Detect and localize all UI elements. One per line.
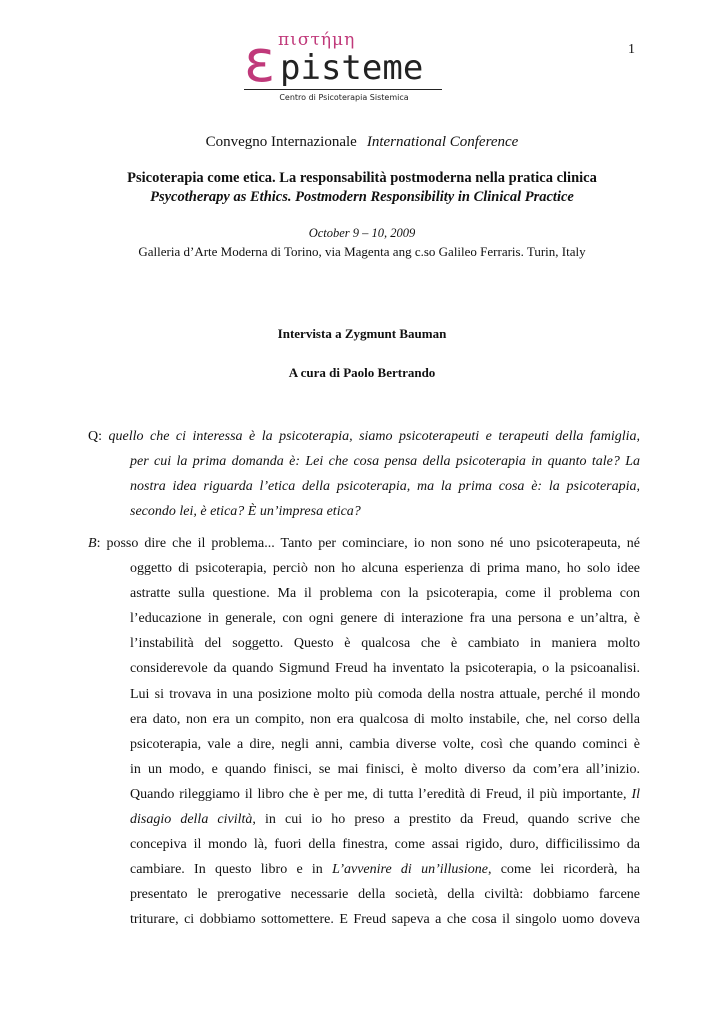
conference-label (0, 134, 724, 151)
question-speaker: Q (88, 429, 99, 444)
question-line: Q: quello che ci interessa è la psicoterapia, siamo psicoterapeuti e terapeuti della famiglia, (88, 429, 641, 444)
answer-line: triturare, ci dobbiamo sottomettere. E Freud sapeva a che cosa il singolo uomo doveva (130, 912, 640, 928)
conference-date: October 9 – 10, 2009 (308, 226, 416, 240)
answer-speaker: B (88, 536, 97, 551)
answer-line: l’educazione in generale, con ogni genere di interazione fra una persona e un’altra, è (130, 611, 640, 627)
question-text: quello che ci interessa è la psicoterapia, siamo psicoterapeuti e terapeuti della famiglia, (108, 429, 641, 444)
answer-text: , come lei ricorderà, ha (487, 862, 641, 878)
answer-line: era dato, non era un compito, non era qualcosa di molto instabile, che, nel corso della (130, 711, 640, 727)
answer-text: cambiare. In questo libro e in (130, 862, 323, 878)
answer-text: , in cui io ho preso a prestito da Freud, quando scrive che (252, 812, 640, 828)
answer-line: presentato le prerogative necessarie della società, della civiltà: dobbiamo farcene (130, 887, 640, 903)
answer-text: posso dire che il problema... Tanto per cominciare, io non sono né uno psicoterapeuta, né (106, 536, 640, 551)
page-number: 1 (628, 42, 635, 57)
answer-line: astratte sulla questione. Ma il problema con la psicoterapia, come il problema con (130, 586, 640, 602)
conference-label-it: Convegno Internazionale (205, 134, 357, 150)
answer-line: considerevole da quando Sigmund Freud ha inventato la psicoterapia, o la psicoanalisi. (130, 661, 640, 677)
book-title: L’avvenire di un’illusione (332, 862, 488, 878)
answer-line (88, 782, 640, 807)
question-block (88, 424, 640, 524)
answer-line (88, 857, 640, 882)
interview-curator: A cura di Paolo Bertrando (288, 365, 436, 380)
answer-line: in un modo, e quando finisci, se mai finisci, è molto diverso da com’era all’inizio. (130, 761, 640, 777)
logo-subtitle: Centro di Psicoterapia Sistemica (279, 93, 409, 102)
book-title: disagio della civiltà (130, 812, 253, 828)
answer-line: l’instabilità del soggetto. Questo è qualcosa che è cambiato in maniera molto (130, 636, 640, 652)
logo-wordmark: pisteme (280, 48, 424, 88)
answer-line: B: posso dire che il problema... Tanto per cominciare, io non sono né uno psicoterapeuta, né (88, 536, 640, 551)
logo-divider (244, 89, 442, 90)
logo-initial: ε (244, 27, 276, 95)
book-title: Il (631, 786, 641, 802)
answer-line (88, 807, 640, 832)
answer-line: oggetto di psicoterapia, perciò non ho alcuna esperienza di prima mano, ho solo idee (130, 561, 640, 577)
interview-title: Intervista a Zygmunt Bauman (277, 326, 447, 341)
question-line: nostra idea riguarda l’etica della psicoterapia, ma la prima cosa è: la psicoterapia, (130, 479, 640, 495)
answer-line: psicoterapia, vale a dire, negli anni, cambia diverse volte, così che quando cominci è (130, 736, 640, 752)
answer-line: Lui si trovava in una posizione molto più comoda della nostra attuale, perché il mondo (130, 686, 640, 702)
answer-text: Quando rileggiamo il libro che è per me, di tutta l’eredità di Freud, il più importante, (130, 786, 627, 802)
episteme-logo (244, 28, 444, 104)
answer-line: concepiva il mondo là, fuori della finestra, come assai rigido, duro, difficilissimo da (130, 837, 640, 853)
conference-label-en: International Conference (366, 134, 519, 150)
conference-title-it: Psicoterapia come etica. La responsabilità postmoderna nella pratica clinica (127, 170, 597, 186)
question-line: secondo lei, è etica? È un’impresa etica? (130, 504, 361, 520)
logo-greek-text: πιστήμη (278, 30, 356, 50)
answer-block (88, 531, 640, 933)
conference-venue: Galleria d’Arte Moderna di Torino, via Magenta ang c.so Galileo Ferraris. Turin, Italy (138, 244, 586, 259)
question-line: per cui la prima domanda è: Lei che cosa pensa della psicoterapia in quanto tale? La (130, 454, 640, 470)
conference-title-en: Psycotherapy as Ethics. Postmodern Responsibility in Clinical Practice (150, 189, 574, 205)
